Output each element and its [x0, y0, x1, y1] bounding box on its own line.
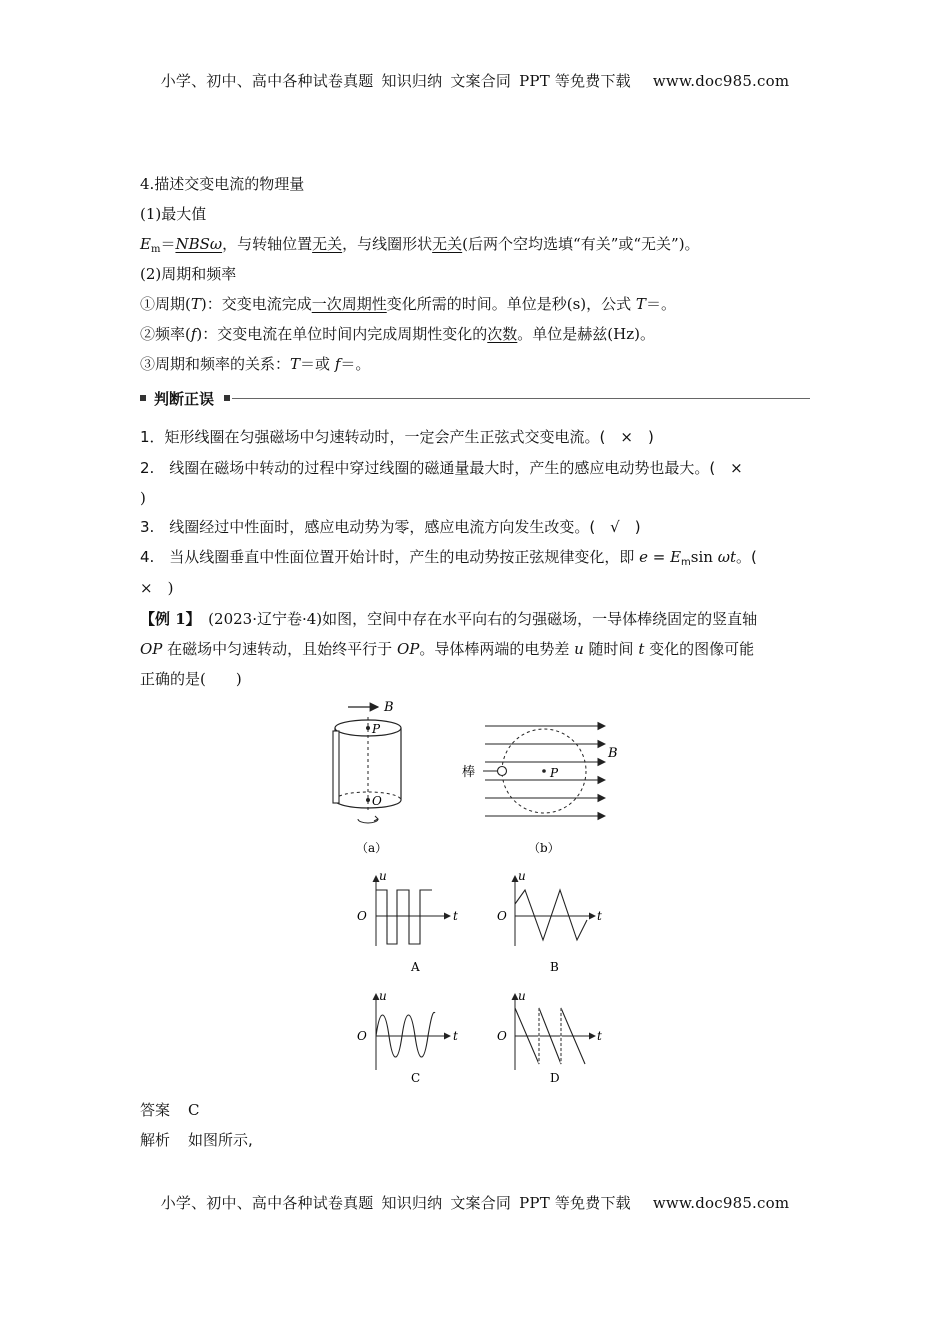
analysis-label: 解析 — [140, 1131, 171, 1149]
option-d-graph — [497, 989, 602, 1085]
footer-text-2: 知识归纳 — [381, 1194, 443, 1212]
example-line-2: OP 在磁场中匀速转动，且始终平行于 OP。导体棒两端的电势差 u 随时间 t 变化的图像可能 — [140, 640, 755, 658]
label-option-b: B — [550, 960, 559, 974]
label-o: O — [372, 794, 382, 808]
label-b-b: B — [608, 746, 618, 761]
judge-q1: 1．矩形线圈在匀强磁场中匀速转动时，一定会产生正弦式交变电流。( × ) — [140, 428, 654, 446]
label-p-b: P — [550, 766, 559, 780]
period-title: (2)周期和频率 — [140, 265, 237, 283]
bullet-square — [140, 395, 146, 401]
option-b-graph — [497, 869, 602, 974]
header-site[interactable]: www.doc985.com — [652, 72, 790, 90]
answer-line — [140, 1100, 200, 1120]
judge-q3: 3. 线圈经过中性面时，感应电动势为零，感应电流方向发生改变。( √ ) — [140, 518, 641, 536]
page-header — [0, 70, 950, 91]
svg-text:u: u — [379, 869, 387, 883]
svg-text:O: O — [357, 909, 367, 923]
caption-a: （a） — [356, 841, 388, 855]
max-title: (1)最大值 — [140, 205, 207, 223]
page-footer — [0, 1192, 950, 1213]
header-text-2: 知识归纳 — [381, 72, 443, 90]
example-label: 【例 1】 — [140, 610, 194, 628]
label-p: P — [372, 722, 381, 736]
relation-line: ③周期和频率的关系：T＝或 f＝。 — [140, 355, 371, 373]
judge-heading — [140, 388, 810, 408]
label-option-c: C — [411, 1071, 421, 1085]
figure-a-cylinder — [333, 700, 401, 855]
figure-setup — [320, 695, 630, 860]
blank-period: 一次周期性 — [311, 295, 387, 313]
bullet-square — [224, 395, 230, 401]
period-line: ①周期(T)：交变电流完成一次周期性变化所需的时间。单位是秒(s)，公式 T＝。 — [140, 295, 676, 313]
frequency-line: ②频率(f)：交变电流在单位时间内完成周期性变化的次数。单位是赫兹(Hz)。 — [140, 325, 655, 343]
svg-text:O: O — [497, 1029, 507, 1043]
judge-q2: 2. 线圈在磁场中转动的过程中穿过线圈的磁通量最大时，产生的感应电动势也最大。( × — [140, 459, 743, 477]
judge-q2-end: ) — [140, 489, 146, 507]
blank-axis: 无关 — [312, 235, 343, 253]
answer-value: C — [188, 1101, 200, 1119]
option-a-graph — [357, 869, 458, 974]
figure-b-field — [462, 726, 618, 855]
analysis-text: 如图所示, — [188, 1131, 253, 1149]
blank-max-value: NBSω — [175, 235, 223, 253]
header-text-4: PPT 等免费下载 — [519, 72, 631, 90]
option-c-graph — [357, 989, 458, 1085]
label-option-a: A — [411, 960, 420, 974]
figure-options — [345, 868, 615, 1093]
label-option-d: D — [550, 1071, 560, 1085]
header-text-3: 文案合同 — [450, 72, 512, 90]
header-text-1: 小学、初中、高中各种试卷真题 — [160, 72, 374, 90]
judge-q4-answer: × ) — [140, 579, 174, 597]
label-b: B — [384, 700, 394, 715]
svg-text:u: u — [518, 989, 526, 1003]
example-line-3: 正确的是( ) — [140, 670, 242, 688]
answer-label: 答案 — [140, 1101, 171, 1119]
caption-b: （b） — [528, 841, 560, 855]
divider — [232, 398, 810, 399]
svg-text:O: O — [357, 1029, 367, 1043]
footer-text-3: 文案合同 — [450, 1194, 512, 1212]
max-line: $E_m=NBS\omega$，与转轴位置无关，与线圈形状无关(后两个空均选填“有关”或“无关”)。 — [140, 235, 700, 255]
footer-site[interactable]: www.doc985.com — [652, 1194, 790, 1212]
judge-title: 判断正误 — [154, 390, 215, 408]
svg-text:t: t — [453, 909, 458, 923]
svg-text:t: t — [597, 1029, 602, 1043]
blank-times: 次数 — [487, 325, 518, 343]
svg-text:O: O — [497, 909, 507, 923]
svg-text:t: t — [597, 909, 602, 923]
svg-text:u: u — [379, 989, 387, 1003]
svg-text:u: u — [518, 869, 526, 883]
label-rod: 棒 — [462, 765, 476, 780]
svg-text:t: t — [453, 1029, 458, 1043]
judge-q4: 4. 当从线圈垂直中性面位置开始计时，产生的电动势按正弦规律变化，即 $e = E_m\sin$ ωt。( — [140, 548, 757, 568]
footer-text-4: PPT 等免费下载 — [519, 1194, 631, 1212]
analysis-line — [140, 1130, 253, 1150]
footer-text-1: 小学、初中、高中各种试卷真题 — [160, 1194, 374, 1212]
blank-shape: 无关 — [432, 235, 463, 253]
example-line-1: 【例 1】 (2023·辽宁卷·4)如图，空间中存在水平向右的匀强磁场，一导体棒绕固定的竖直轴 — [140, 610, 758, 628]
section-title: 4.描述交变电流的物理量 — [140, 175, 305, 193]
